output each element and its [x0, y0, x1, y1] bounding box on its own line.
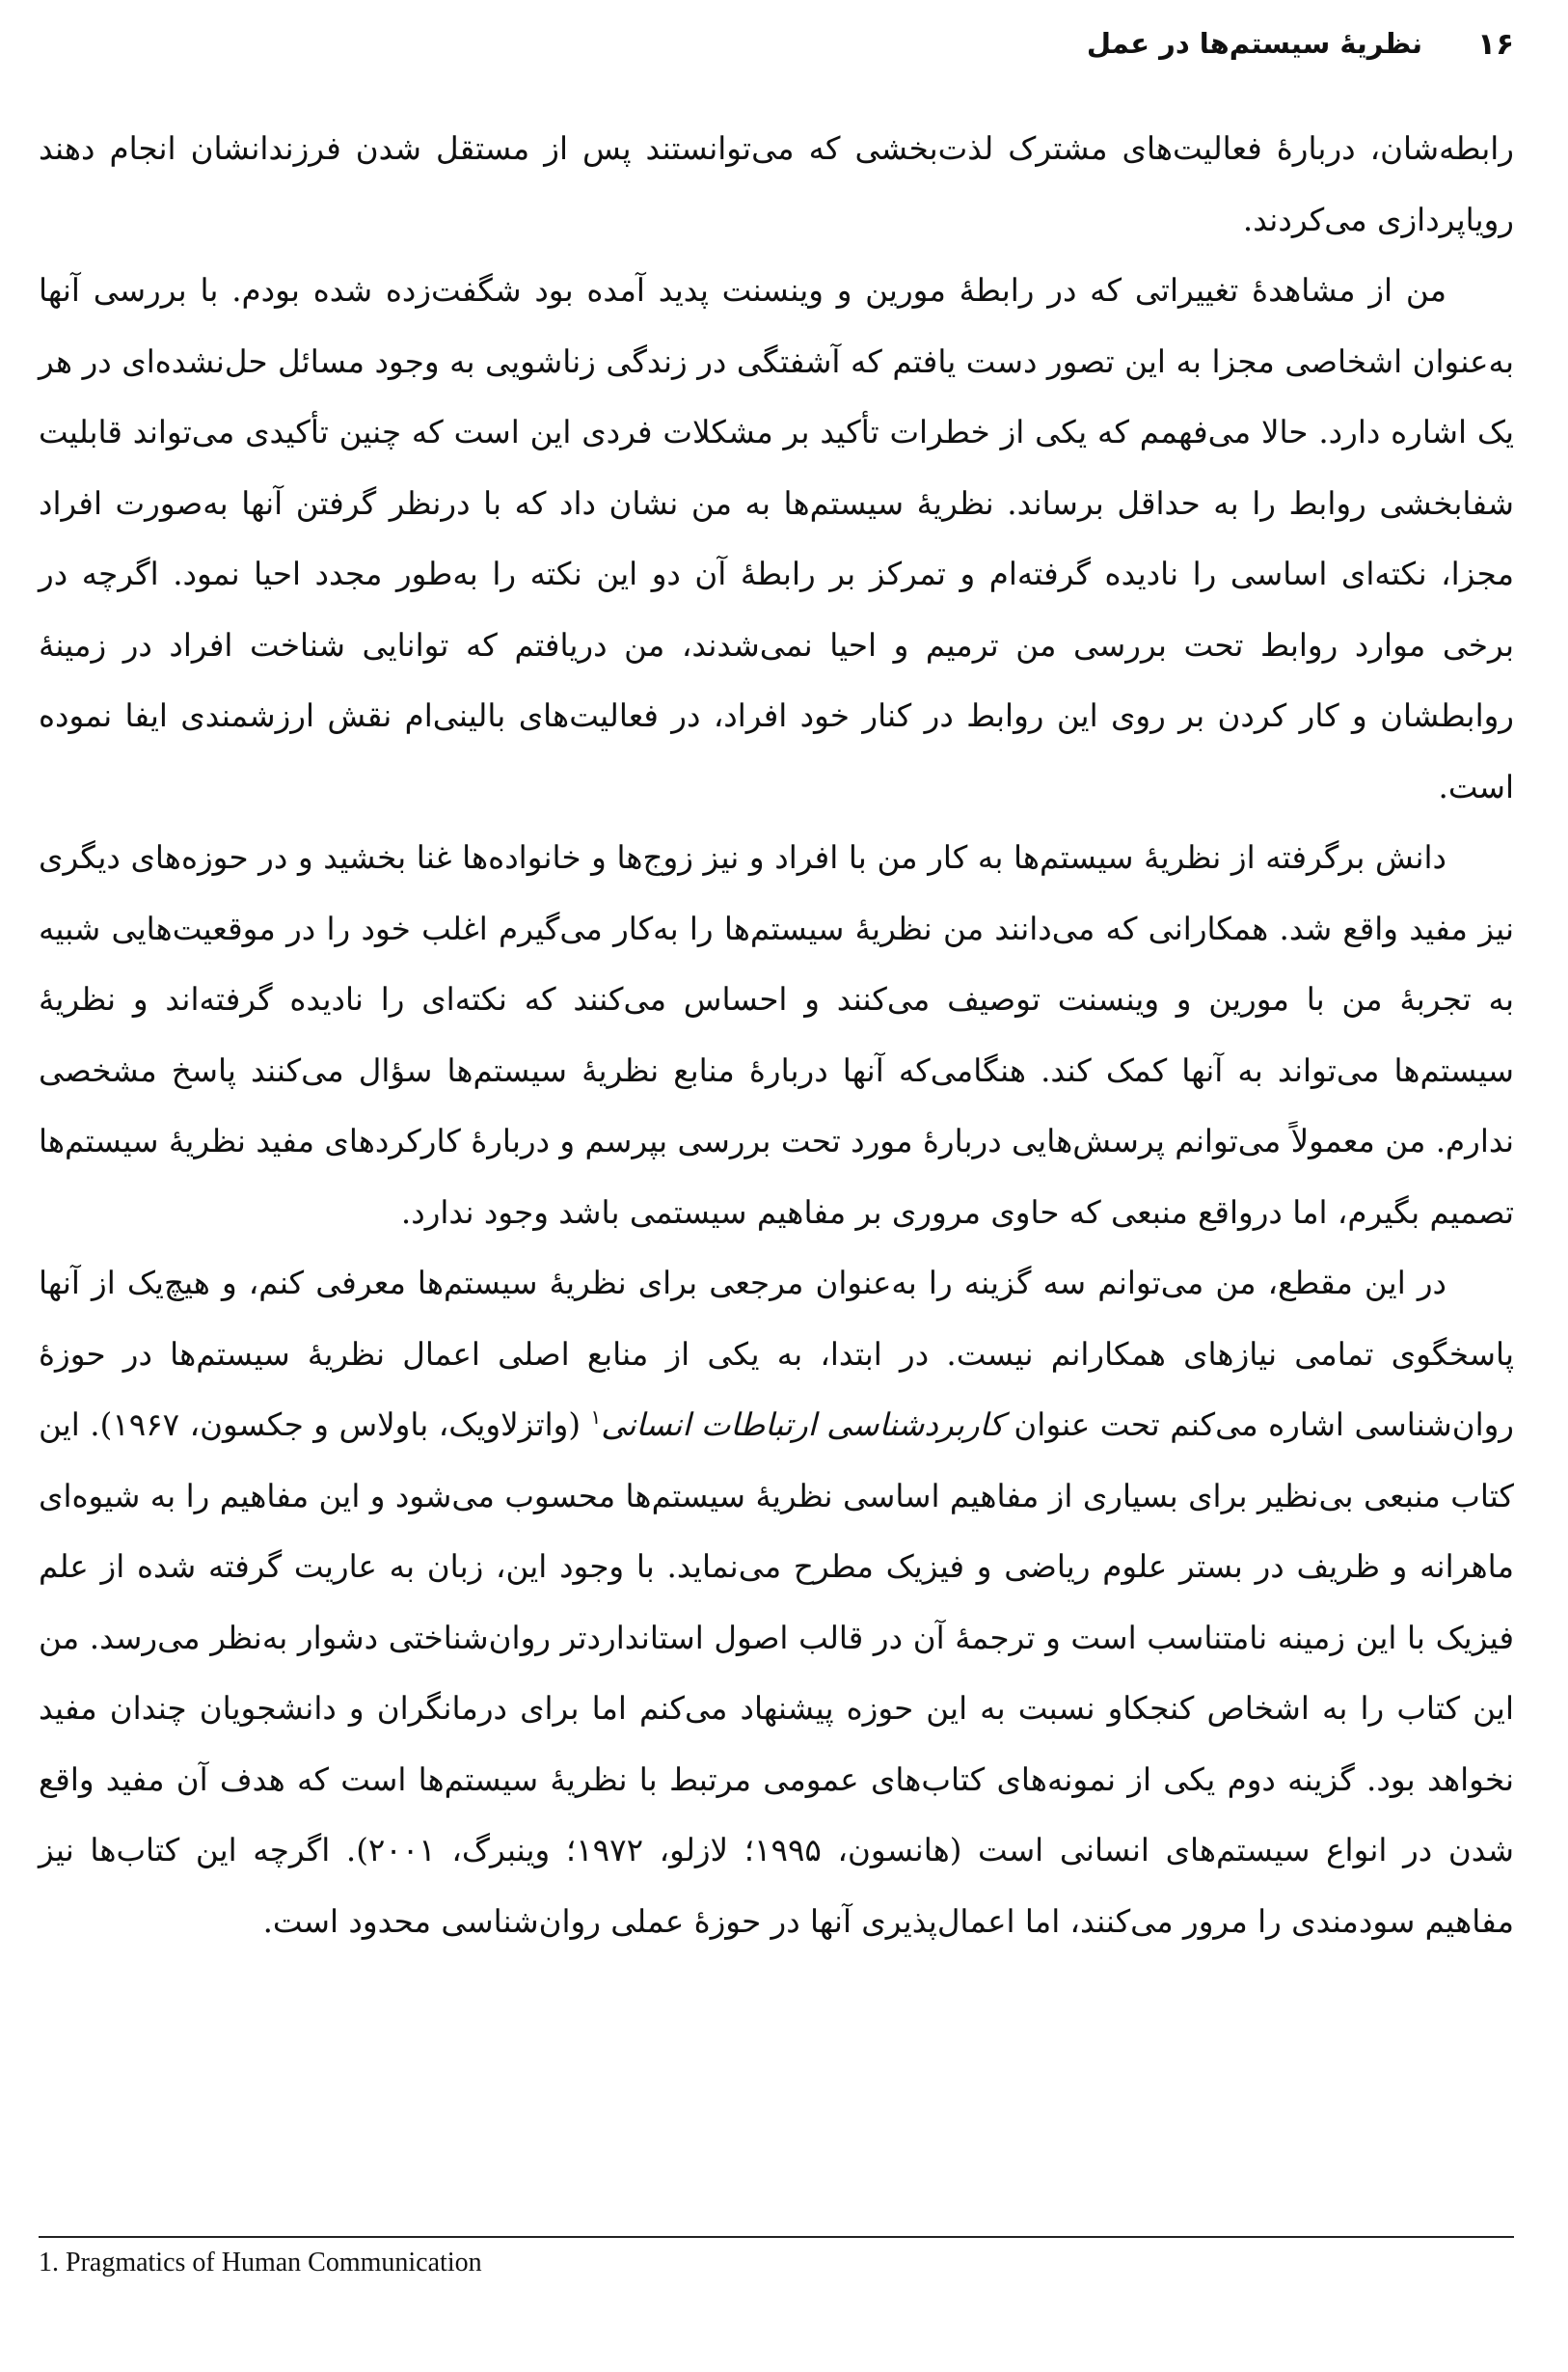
running-title: نظریهٔ سیستم‌ها در عمل [1086, 27, 1422, 60]
book-title-italic: کاربردشناسی ارتباطات انسانی [601, 1406, 1004, 1443]
paragraph-3: دانش برگرفته از نظریهٔ سیستم‌ها به کار من با افراد و نیز زوج‌ها و خانواده‌ها غنا بخشید و در حوزه‌های دیگری نیز مفید واقع شد. همکارانی که می‌دانند من نظریهٔ سیستم‌ها را به‌کار می‌گیرم اغلب خود را در موقعیت‌هایی شبیه به تجربهٔ من با مورین و وینسنت توصیف می‌کنند و احساس می‌کنند که نکته‌ای را نادیده گرفته‌اند و نظریهٔ سیستم‌ها می‌تواند به آنها کمک کند. هنگامی‌که آنها دربارهٔ منابع نظریهٔ سیستم‌ها سؤال می‌کنند پاسخ مشخصی ندارم. من معمولاً می‌توانم پرسش‌هایی دربارهٔ مورد تحت بررسی بپرسم و دربارهٔ کارکردهای مفید نظریهٔ سیستم‌ها تصمیم بگیرم، اما درواقع منبعی که حاوی مروری بر مفاهیم سیستمی باشد وجود ندارد. [39, 839, 1514, 1231]
paragraph-4 [39, 1248, 1514, 1957]
footnote-reference: ۱ [590, 1405, 602, 1430]
paragraph-2: من از مشاهدهٔ تغییراتی که در رابطهٔ مورین و وینسنت پدید آمده بود شگفت‌زده شده بودم. با بررسی آنها به‌عنوان اشخاصی مجزا به این تصور دست یافتم که آشفتگی در زندگی زناشویی به وجود مسائل حل‌نشده‌ای در هر یک اشاره دارد. حالا می‌فهمم که یکی از خطرات تأکید بر مشکلات فردی این است که چنین تأکیدی می‌تواند قابلیت شفابخشی روابط را به حداقل برساند. نظریهٔ سیستم‌ها به من نشان داد که با درنظر گرفتن آنها به‌صورت افراد مجزا، نکته‌ای اساسی را نادیده گرفته‌ام و تمرکز بر رابطهٔ آن دو این نکته را به‌طور مجدد احیا نمود. اگرچه در برخی موارد روابط تحت بررسی من ترمیم و احیا نمی‌شدند، من دریافتم که توانایی شناخت افراد در زمینهٔ روابطشان و کار کردن بر روی این روابط در کنار خود افراد، در فعالیت‌های بالینی‌ام نقش ارزشمندی ایفا نموده است. [39, 272, 1514, 805]
footnote: 1. Pragmatics of Human Communication [39, 2248, 482, 2277]
page-header [39, 21, 1514, 79]
page-number: ۱۶ [1477, 27, 1514, 62]
paragraph-4-text-after: (واتزلاویک، باولاس و جکسون، ۱۹۶۷). این کتاب منبعی بی‌نظیر برای بسیاری از مفاهیم اساسی نظریهٔ سیستم‌ها محسوب می‌شود و این مفاهیم را به شیوه‌ای ماهرانه و ظریف در بستر علوم ریاضی و فیزیک مطرح می‌نماید. با وجود این، زبان به عاریت گرفته شده از علم فیزیک با این زمینه نامتناسب است و ترجمهٔ آن در قالب اصول استانداردتر روان‌شناختی دشوار به‌نظر می‌رسد. من این کتاب را به اشخاص کنجکاو نسبت به این حوزه پیشنهاد می‌کنم اما برای درمانگران و دانشجویان چندان مفید نخواهد بود. گزینه دوم یکی از نمونه‌های کتاب‌های عمومی مرتبط با نظریهٔ سیستم‌ها است که هدف آن مفید واقع شدن در انواع سیستم‌های انسانی است (هانسون، ۱۹۹۵؛ لازلو، ۱۹۷۲؛ وینبرگ، ۲۰۰۱). اگرچه این کتاب‌ها نیز مفاهیم سودمندی را مرور می‌کنند، اما اعمال‌پذیری آنها در حوزهٔ عملی روان‌شناسی محدود است. [39, 1406, 1515, 1940]
footnote-divider [39, 2236, 1514, 2238]
paragraph-1: رابطه‌شان، دربارهٔ فعالیت‌های مشترک لذت‌بخشی که می‌توانستند پس از مستقل شدن فرزندانشان انجام دهند رویاپردازی می‌کردند. [39, 130, 1514, 238]
paragraph-4-text-before: در این مقطع، من می‌توانم سه گزینه را به‌عنوان مرجعی برای نظریهٔ سیستم‌ها معرفی کنم، و هیچ‌یک از آنها پاسخگوی تمامی نیازهای همکارانم نیست. در ابتدا، به یکی از منابع اصلی اعمال نظریهٔ سیستم‌ها در حوزهٔ روان‌شناسی اشاره می‌کنم تحت عنوان [39, 1265, 1514, 1443]
body-text [39, 114, 1514, 1957]
